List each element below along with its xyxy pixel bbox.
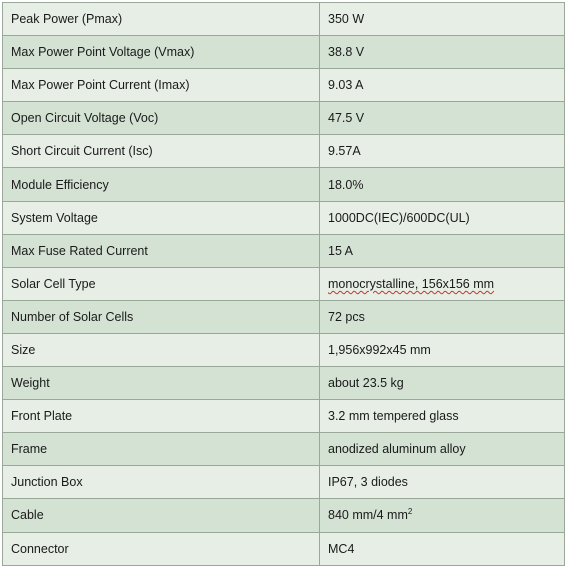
spec-value: 47.5 V	[320, 102, 565, 135]
superscript-2: 2	[407, 507, 413, 517]
spec-value: about 23.5 kg	[320, 367, 565, 400]
spec-label: Connector	[3, 532, 320, 565]
spec-value: anodized aluminum alloy	[320, 433, 565, 466]
spec-row-frame	[3, 433, 565, 466]
spec-label: Max Power Point Current (Imax)	[3, 69, 320, 102]
spec-label: Open Circuit Voltage (Voc)	[3, 102, 320, 135]
spec-row-junction-box	[3, 466, 565, 499]
spec-label: Cable	[3, 499, 320, 532]
spec-row-short-circuit-current	[3, 135, 565, 168]
spec-label: Max Power Point Voltage (Vmax)	[3, 36, 320, 69]
spec-row-number-of-cells	[3, 300, 565, 333]
spec-value: 9.57A	[320, 135, 565, 168]
spec-row-max-power-current	[3, 69, 565, 102]
spec-row-front-plate	[3, 400, 565, 433]
spec-value: IP67, 3 diodes	[320, 466, 565, 499]
spec-label: Weight	[3, 367, 320, 400]
spec-label: Junction Box	[3, 466, 320, 499]
spec-row-solar-cell-type	[3, 267, 565, 300]
spec-value: 3.2 mm tempered glass	[320, 400, 565, 433]
spec-row-module-efficiency	[3, 168, 565, 201]
spec-value: 350 W	[320, 3, 565, 36]
spec-label: Max Fuse Rated Current	[3, 234, 320, 267]
spec-value: 15 A	[320, 234, 565, 267]
spec-value: 72 pcs	[320, 300, 565, 333]
cable-value-text: 840 mm/4 mm	[328, 508, 408, 523]
spec-value: 18.0%	[320, 168, 565, 201]
spec-value	[320, 499, 565, 532]
spec-row-system-voltage	[3, 201, 565, 234]
spec-value: 1000DC(IEC)/600DC(UL)	[320, 201, 565, 234]
spec-row-connector	[3, 532, 565, 565]
spec-row-open-circuit-voltage	[3, 102, 565, 135]
spec-label: Short Circuit Current (Isc)	[3, 135, 320, 168]
spec-table	[2, 2, 565, 566]
spec-value: 38.8 V	[320, 36, 565, 69]
spec-row-max-power-voltage	[3, 36, 565, 69]
spec-row-size	[3, 333, 565, 366]
spec-row-peak-power	[3, 3, 565, 36]
spec-row-max-fuse-current	[3, 234, 565, 267]
spec-row-weight	[3, 367, 565, 400]
spec-label: Frame	[3, 433, 320, 466]
spec-label: Solar Cell Type	[3, 267, 320, 300]
spec-label: System Voltage	[3, 201, 320, 234]
spec-label: Size	[3, 333, 320, 366]
spec-value: MC4	[320, 532, 565, 565]
spec-value: monocrystalline, 156x156 mm	[320, 267, 565, 300]
spec-label: Front Plate	[3, 400, 320, 433]
spec-label: Module Efficiency	[3, 168, 320, 201]
spec-row-cable	[3, 499, 565, 532]
spec-label: Peak Power (Pmax)	[3, 3, 320, 36]
spec-value: 1,956x992x45 mm	[320, 333, 565, 366]
spec-label: Number of Solar Cells	[3, 300, 320, 333]
spec-value: 9.03 A	[320, 69, 565, 102]
